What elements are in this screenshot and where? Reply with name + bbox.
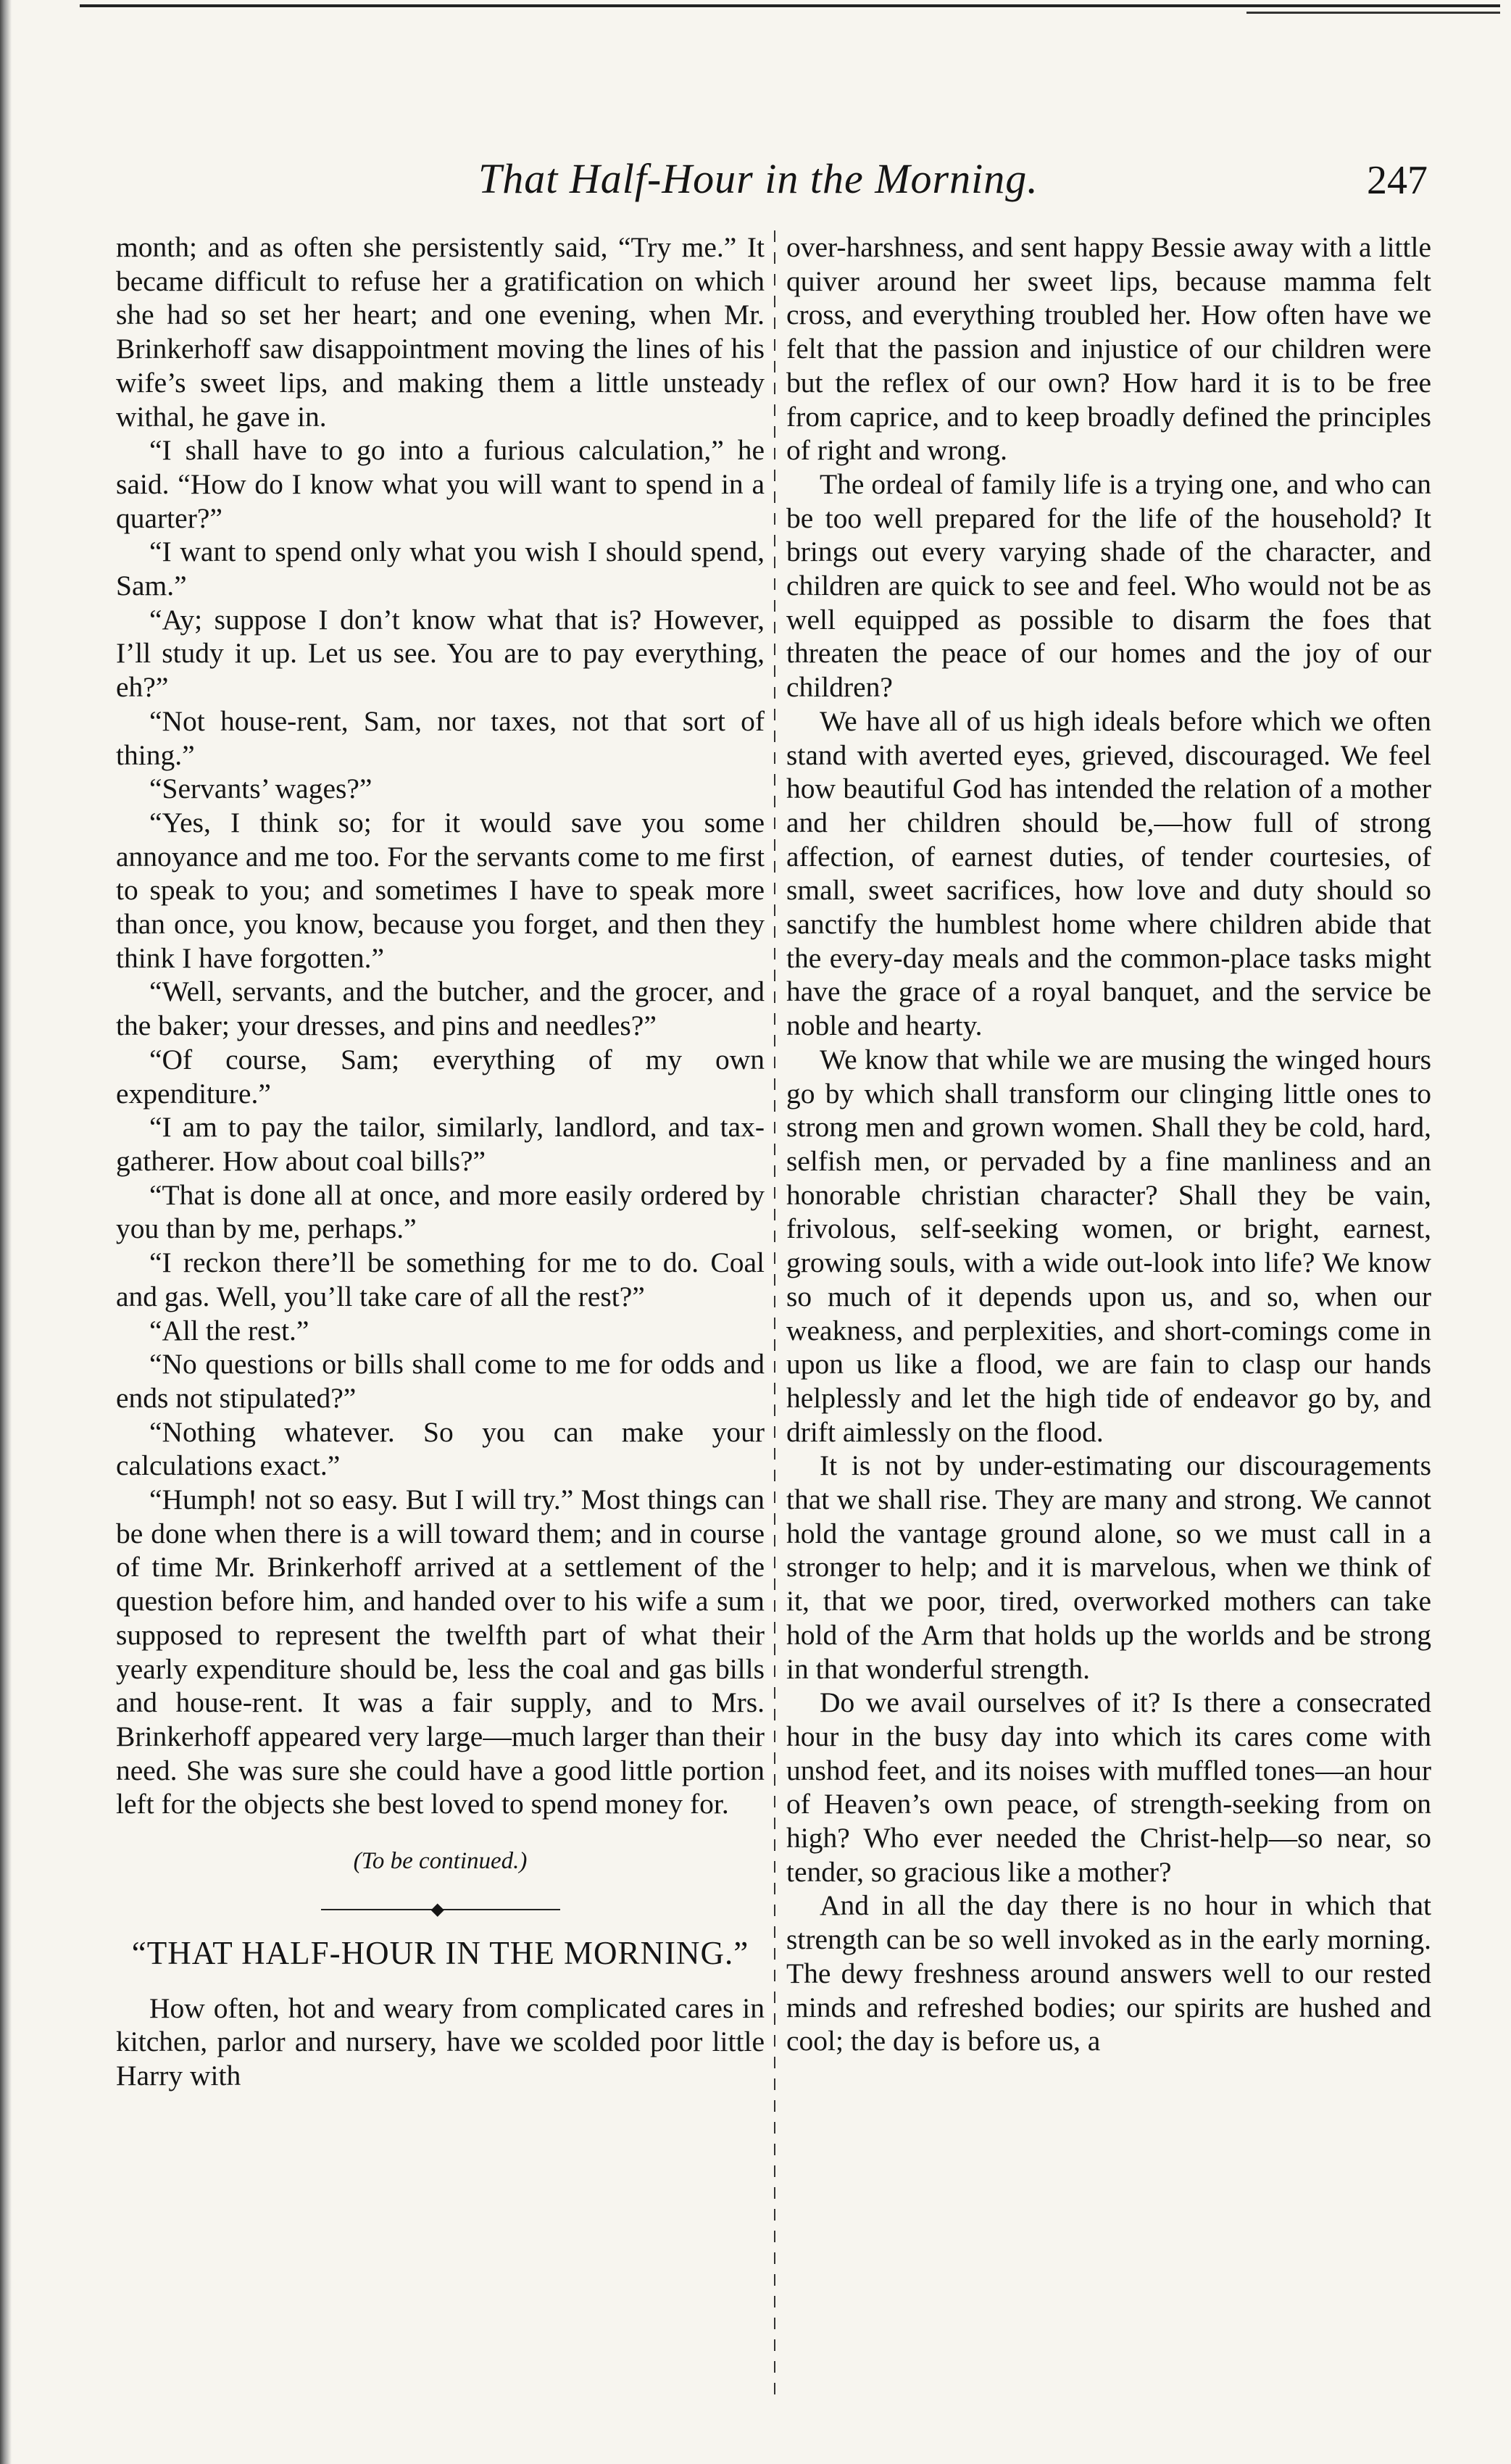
paragraph: over-harshness, and sent happy Bessie away with a little quiver around her sweet lips, because mamma felt cross, and everything troubled her. How often have we felt that the passion and injustice of our children were but the reflex of our own? How hard it is to be free from caprice, and to keep broadly defined the principles of right and wrong.: [786, 231, 1431, 467]
top-rule: [80, 4, 1500, 7]
article-opening-paragraph: How often, hot and weary from complicated cares in kitchen, parlor and nursery, have we scolded poor little Harry with: [116, 1991, 765, 2092]
paragraph: The ordeal of family life is a trying one, and who can be too well prepared for the life of the household? It brings out every varying shade of the character, and children are quick to see and feel. Who would not be as well equipped as possible to disarm the foes that threaten the peace of our homes and the joy of our children?: [786, 467, 1431, 704]
right-column: [786, 230, 1431, 2058]
paragraph: “Servants’ wages?”: [149, 773, 372, 805]
diamond-ornament-icon: ◆: [430, 1899, 444, 1919]
paragraph: “Yes, I think so; for it would save you some annoyance and me too. For the servants come to me first to speak to you; and sometimes I have to speak more than once, you know, because you forget, and then they think I have forgotten.”: [116, 806, 765, 974]
paragraph: “Nothing whatever. So you can make your calculations exact.”: [116, 1415, 765, 1482]
paragraph: It is not by under-estimating our discouragements that we shall rise. They are many and strong. We cannot hold the vantage ground alone, so we must call in a stronger to help; and it is marvelous, when we think of it, that we poor, tired, overworked mothers can take hold of the Arm that holds up the worlds and be strong in that wonderful strength.: [786, 1449, 1431, 1685]
paragraph: “Of course, Sam; everything of my own expenditure.”: [116, 1043, 765, 1110]
paragraph: And in all the day there is no hour in which that strength can be so well invoked as in the early morning. The dewy freshness around answers well to our rested minds and refreshed bodies; our spirits are hushed and cool; the day is before us, a: [786, 1889, 1431, 2057]
paragraph: “That is done all at once, and more easily ordered by you than by me, perhaps.”: [116, 1178, 765, 1245]
paragraph: “I reckon there’ll be something for me to do. Coal and gas. Well, you’ll take care of all the rest?”: [116, 1246, 765, 1312]
column-divider: [774, 230, 775, 2405]
top-rule-secondary: [1246, 12, 1500, 14]
paragraph: We have all of us high ideals before which we often stand with averted eyes, grieved, discouraged. We feel how beautiful God has intended the relation of a mother and her children should be,—how full of strong affection, of earnest duties, of tender courtesies, of small, sweet sacrifices, how love and duty should so sanctify the humblest home where children abide that the every-day meals and the common-place tasks might have the grace of a royal banquet, and the service be noble and hearty.: [786, 704, 1431, 1042]
page-header: [116, 149, 1435, 214]
page-edge-shadow: [0, 0, 12, 2464]
paragraph: “Ay; suppose I don’t know what that is? However, I’ll study it up. Let us see. You are to pay everything, eh?”: [116, 603, 765, 704]
paragraph: “Well, servants, and the butcher, and the grocer, and the baker; your dresses, and pins and needles?”: [116, 975, 765, 1042]
paragraph: “Not house-rent, Sam, nor taxes, not that sort of thing.”: [116, 704, 765, 771]
section-ornament: [321, 1899, 560, 1920]
page-number: 247: [1367, 158, 1428, 203]
paragraph: “All the rest.”: [149, 1314, 309, 1347]
to-be-continued-note: (To be continued.): [353, 1848, 528, 1875]
paragraph: “I am to pay the tailor, similarly, landlord, and tax-gatherer. How about coal bills?”: [116, 1111, 765, 1177]
paragraph: “No questions or bills shall come to me for odds and ends not stipulated?”: [116, 1348, 765, 1414]
paragraph: month; and as often she persistently said, “Try me.” It became difficult to refuse her a gratification on which she had so set her heart; and one evening, when Mr. Brinkerhoff saw disappointment moving the lines of his wife’s sweet lips, and making them a little unsteady withal, he gave in.: [116, 231, 765, 433]
running-title: That Half-Hour in the Morning.: [478, 155, 1038, 202]
paragraph: “I want to spend only what you wish I should spend, Sam.”: [116, 536, 765, 602]
paragraph: “I shall have to go into a furious calculation,” he said. “How do I know what you will want to spend in a quarter?”: [116, 434, 765, 534]
left-column: [116, 230, 765, 2093]
paragraph: We know that while we are musing the winged hours go by which shall transform our clinging little ones to strong men and grown women. Shall they be cold, hard, selfish men, or pervaded by a fine manliness and an honorable christian character? Shall they be vain, frivolous, self-seeking women, or bright, earnest, growing souls, with a wide out-look into life? We know so much of it depends upon us, and so, when our weakness, and perplexities, and short-comings come in upon us like a flood, we are fain to clasp our hands helplessly and let the high tide of endeavor go by, and drift aimlessly on the flood.: [786, 1043, 1431, 1448]
article-title: “THAT HALF-HOUR IN THE MORNING.”: [131, 1934, 749, 1971]
paragraph: “Humph! not so easy. But I will try.” Most things can be done when there is a will toward them; and in course of time Mr. Brinkerhoff arrived at a settlement of the question before him, and handed over to his wife a sum supposed to represent the twelfth part of what their yearly expenditure should be, less the coal and gas bills and house-rent. It was a fair supply, and to Mrs. Brinkerhoff appeared very large—much larger than their need. She was sure she could have a good little portion left for the objects she best loved to spend money for.: [116, 1483, 765, 1820]
paragraph: Do we avail ourselves of it? Is there a consecrated hour in the busy day into which its cares come with unshod feet, and its noises with muffled tones—an hour of Heaven’s own peace, of strength-seeking from on high? Who ever needed the Christ-help—so near, so tender, so gracious like a mother?: [786, 1686, 1431, 1888]
